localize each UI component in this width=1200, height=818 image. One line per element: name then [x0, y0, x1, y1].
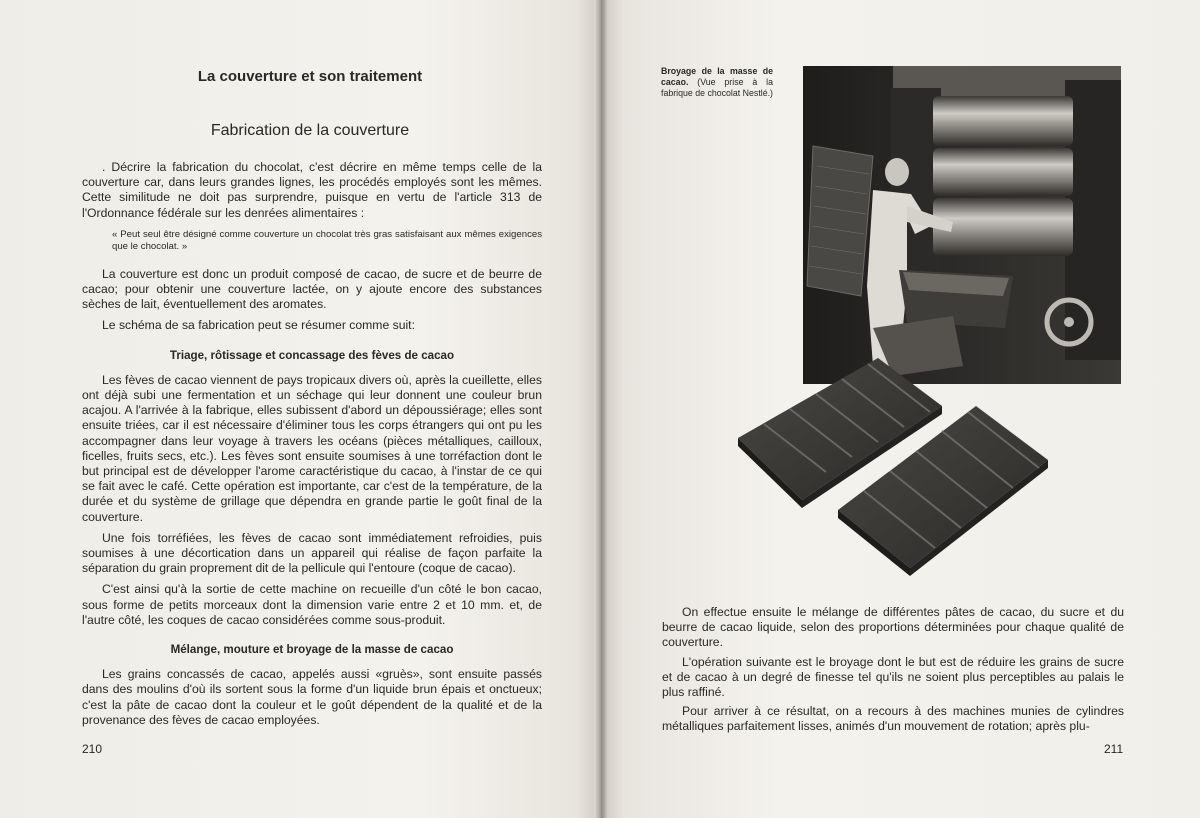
paragraph: Les fèves de cacao viennent de pays tropicaux divers où, après la cueillette, elles ont déjà subi une fermentation et un séchage qui leur donnent une couleur brun acajou. A l'arrivée à la fabrique, elles subissent d'abord un dépoussiérage; elles sont ensuite triées, car il est nécessaire d'éliminer tous les corps étrangers qui ont pu les accompagner dans leur voyage à travers les océans (pièces métalliques, cailloux, ficelles, fruits secs, etc.). Les fèves sont ensuite soumises à une torréfaction dont le but principal est de développer l'arome caractéristique du cacao, à l'instar de ce qui se fait avec le café. Cette opération est importante, car c'est de la température, de la durée et du système de grillage que dépendra en grande partie le goût final de la couverture. [82, 372, 542, 524]
right-body [662, 605, 1124, 735]
photo-caption [661, 66, 773, 99]
page-number-left: 210 [82, 742, 103, 756]
left-body [82, 160, 542, 734]
legal-quote: « Peut seul être désigné comme couverture un chocolat très gras satisfaisant aux mêmes exigences que le chocolat. » [112, 228, 542, 252]
paragraph: C'est ainsi qu'à la sortie de cette machine on recueille d'un côté le bon cacao, sous forme de petits morceaux dont la dimension varie entre 2 et 10 mm. et, de l'autre côté, les coques de cacao considérées comme sous-produit. [82, 582, 542, 627]
caption-rest: (Vue prise à la fabrique de chocolat Nestlé.) [661, 77, 773, 98]
paragraph: Une fois torréfiées, les fèves de cacao sont immédiatement refroidies, puis soumises à une décortication dans un appareil qui réalise de façon parfaite la séparation du grain proprement dit de la pellicule qui l'entoure (coque de cacao). [82, 530, 542, 576]
page-number-right: 211 [1104, 742, 1124, 756]
heading-triage: Triage, rôtissage et concassage des fèves de cacao [169, 348, 455, 362]
right-page [600, 0, 1200, 818]
paragraph: Le schéma de sa fabrication peut se résumer comme suit: [102, 318, 415, 333]
paragraph: Pour arriver à ce résultat, on a recours à des machines munies de cylindres métalliques parfaitement lisses, animés d'un mouvement de rotation; après plu- [662, 704, 1124, 734]
paragraph: L'opération suivante est le broyage dont le but est de réduire les grains de sucre et de cacao à un degré de finesse tel qu'ils ne soient plus perceptibles au palais le plus raffiné. [662, 654, 1124, 700]
subtitle: Fabrication de la couverture [210, 122, 410, 139]
paragraph: Les grains concassés de cacao, appelés aussi «gruès», sont ensuite passés dans des moulins d'où ils sortent sous la forme d'un liquide brun épais et onctueux; c'est la pâte de cacao dont la couleur et le goût dépendent de la qualité et de la provenance des fèves de cacao employées. [82, 667, 542, 727]
section-title: La couverture et son traitement [197, 68, 423, 85]
heading-melange: Mélange, mouture et broyage de la masse de cacao [170, 643, 454, 657]
chocolate-bars-image [730, 350, 1060, 580]
book-gutter [594, 0, 608, 818]
paragraph: On effectue ensuite le mélange de différentes pâtes de cacao, du sucre et du beurre de cacao liquide, selon des proportions déterminées pour chaque qualité de couverture. [662, 605, 1124, 650]
paragraph: La couverture est donc un produit composé de cacao, de sucre et de beurre de cacao; pour obtenir une couverture lactée, on y ajoute encore des substances sèches de lait, éventuellement des aromates. [82, 266, 542, 312]
paragraph-intro: . Décrire la fabrication du chocolat, c'est décrire en même temps celle de la couverture car, dans leurs grandes lignes, les procédés employés sont les mêmes. Cette similitude ne doit pas surprendre, puisque en vertu de l'article 313 de l'Ordonnance fédérale sur les denrées alimentaires : [82, 160, 542, 220]
roller-mill-photo [803, 66, 1121, 384]
caption-bold: Broyage de la masse de cacao. [661, 66, 773, 87]
